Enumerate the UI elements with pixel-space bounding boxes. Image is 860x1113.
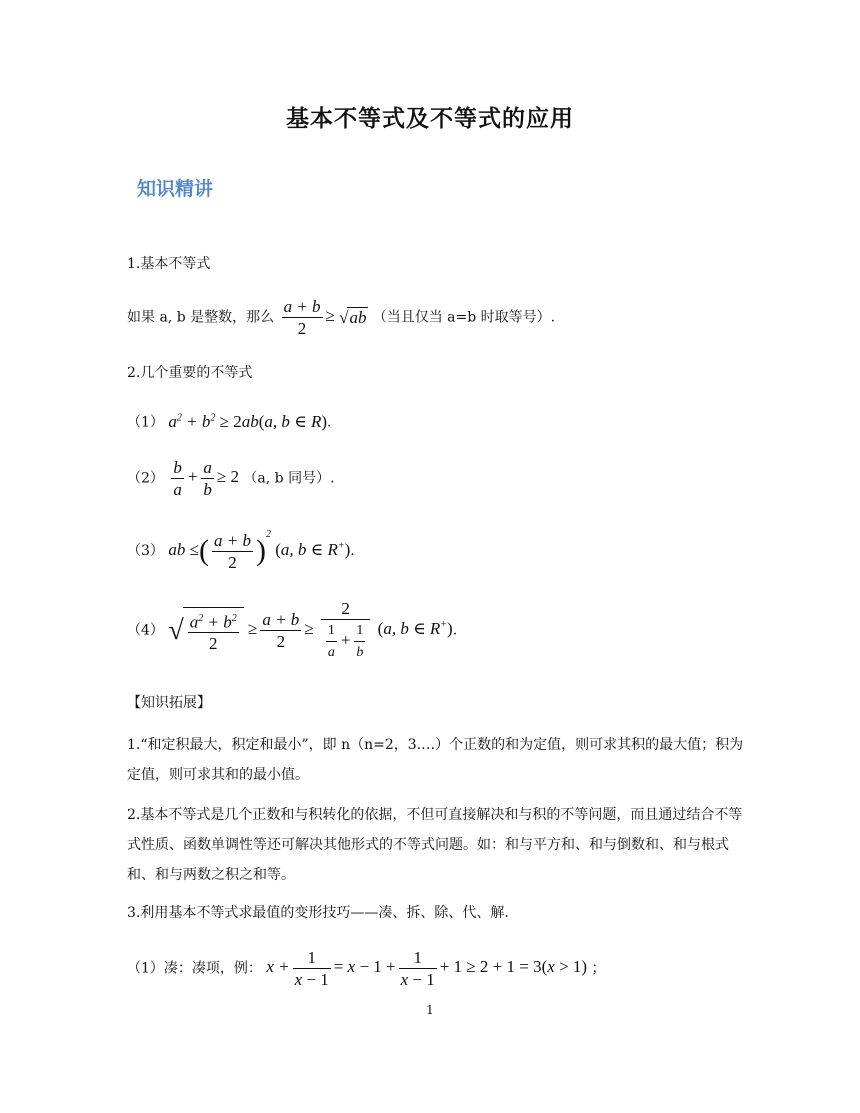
inequality-1: （1） $a^2 + b^2 \ge 2ab(a$, b ∈ R). — [127, 411, 332, 431]
extension-point-2: 2.基本不等式是几个正数和与积转化的依据，不但可直接解决和与积的不等问题，而且通过结合不等式性质、函数单调性等还可解决其他形式的不等式问题。如：和与平方和、和与倒数和、和与根式和、和与两数之积之和等。 — [127, 807, 743, 883]
item1-statement — [127, 296, 555, 339]
document-title: 基本不等式及不等式的应用 — [286, 105, 574, 132]
item2-heading: 2.几个重要的不等式 — [127, 365, 253, 381]
extension-heading: 【知识拓展】 — [127, 695, 211, 711]
item1-prefix: 如果 a, b 是整数，那么 — [127, 309, 275, 326]
inequality-4: （4） √ $\frac{a^2 + b^2}{2}$ ≥ $\frac{a + b}{2}$ ≥ 2 $\frac{1}{a}$ + $\frac{1}{b}$ (a, b ∈ R+). — [127, 599, 458, 660]
section-heading: 知识精讲 — [137, 178, 214, 200]
item1-heading: 1.基本不等式 — [127, 256, 211, 272]
extension-point-1: 1.“和定积最大，积定和最小”，即 n（n=2，3.…）个正数的和为定值，则可求其积的最大值；积为定值，则可求其和的最小值。 — [127, 737, 744, 783]
page-number: 1 — [426, 1003, 434, 1017]
extension-example: （1）凑：凑项，例： x + $\frac{1}{x - 1}$ = x − 1 + $\frac{1}{x - 1}$ + 1 ≥ 2 + 1 = 3(x > 1) ； — [127, 948, 606, 989]
item1-suffix: （当且仅当 a=b 时取等号）. — [372, 309, 556, 326]
inequality-2: （2） $\frac{b}{a}$ + $\frac{a}{b}$ ≥ 2 （a, b 同号）. — [127, 458, 335, 499]
formula-am-gm: $\frac{a + b}{2}$ ≥ √ab — [283, 297, 367, 338]
extension-point-3: 3.利用基本不等式求最值的变形技巧——凑、拆、除、代、解. — [127, 905, 509, 921]
inequality-3: （3） ab ≤( $\frac{a + b}{2}$ )$^2$ (a, b ∈ R+). — [127, 529, 355, 572]
